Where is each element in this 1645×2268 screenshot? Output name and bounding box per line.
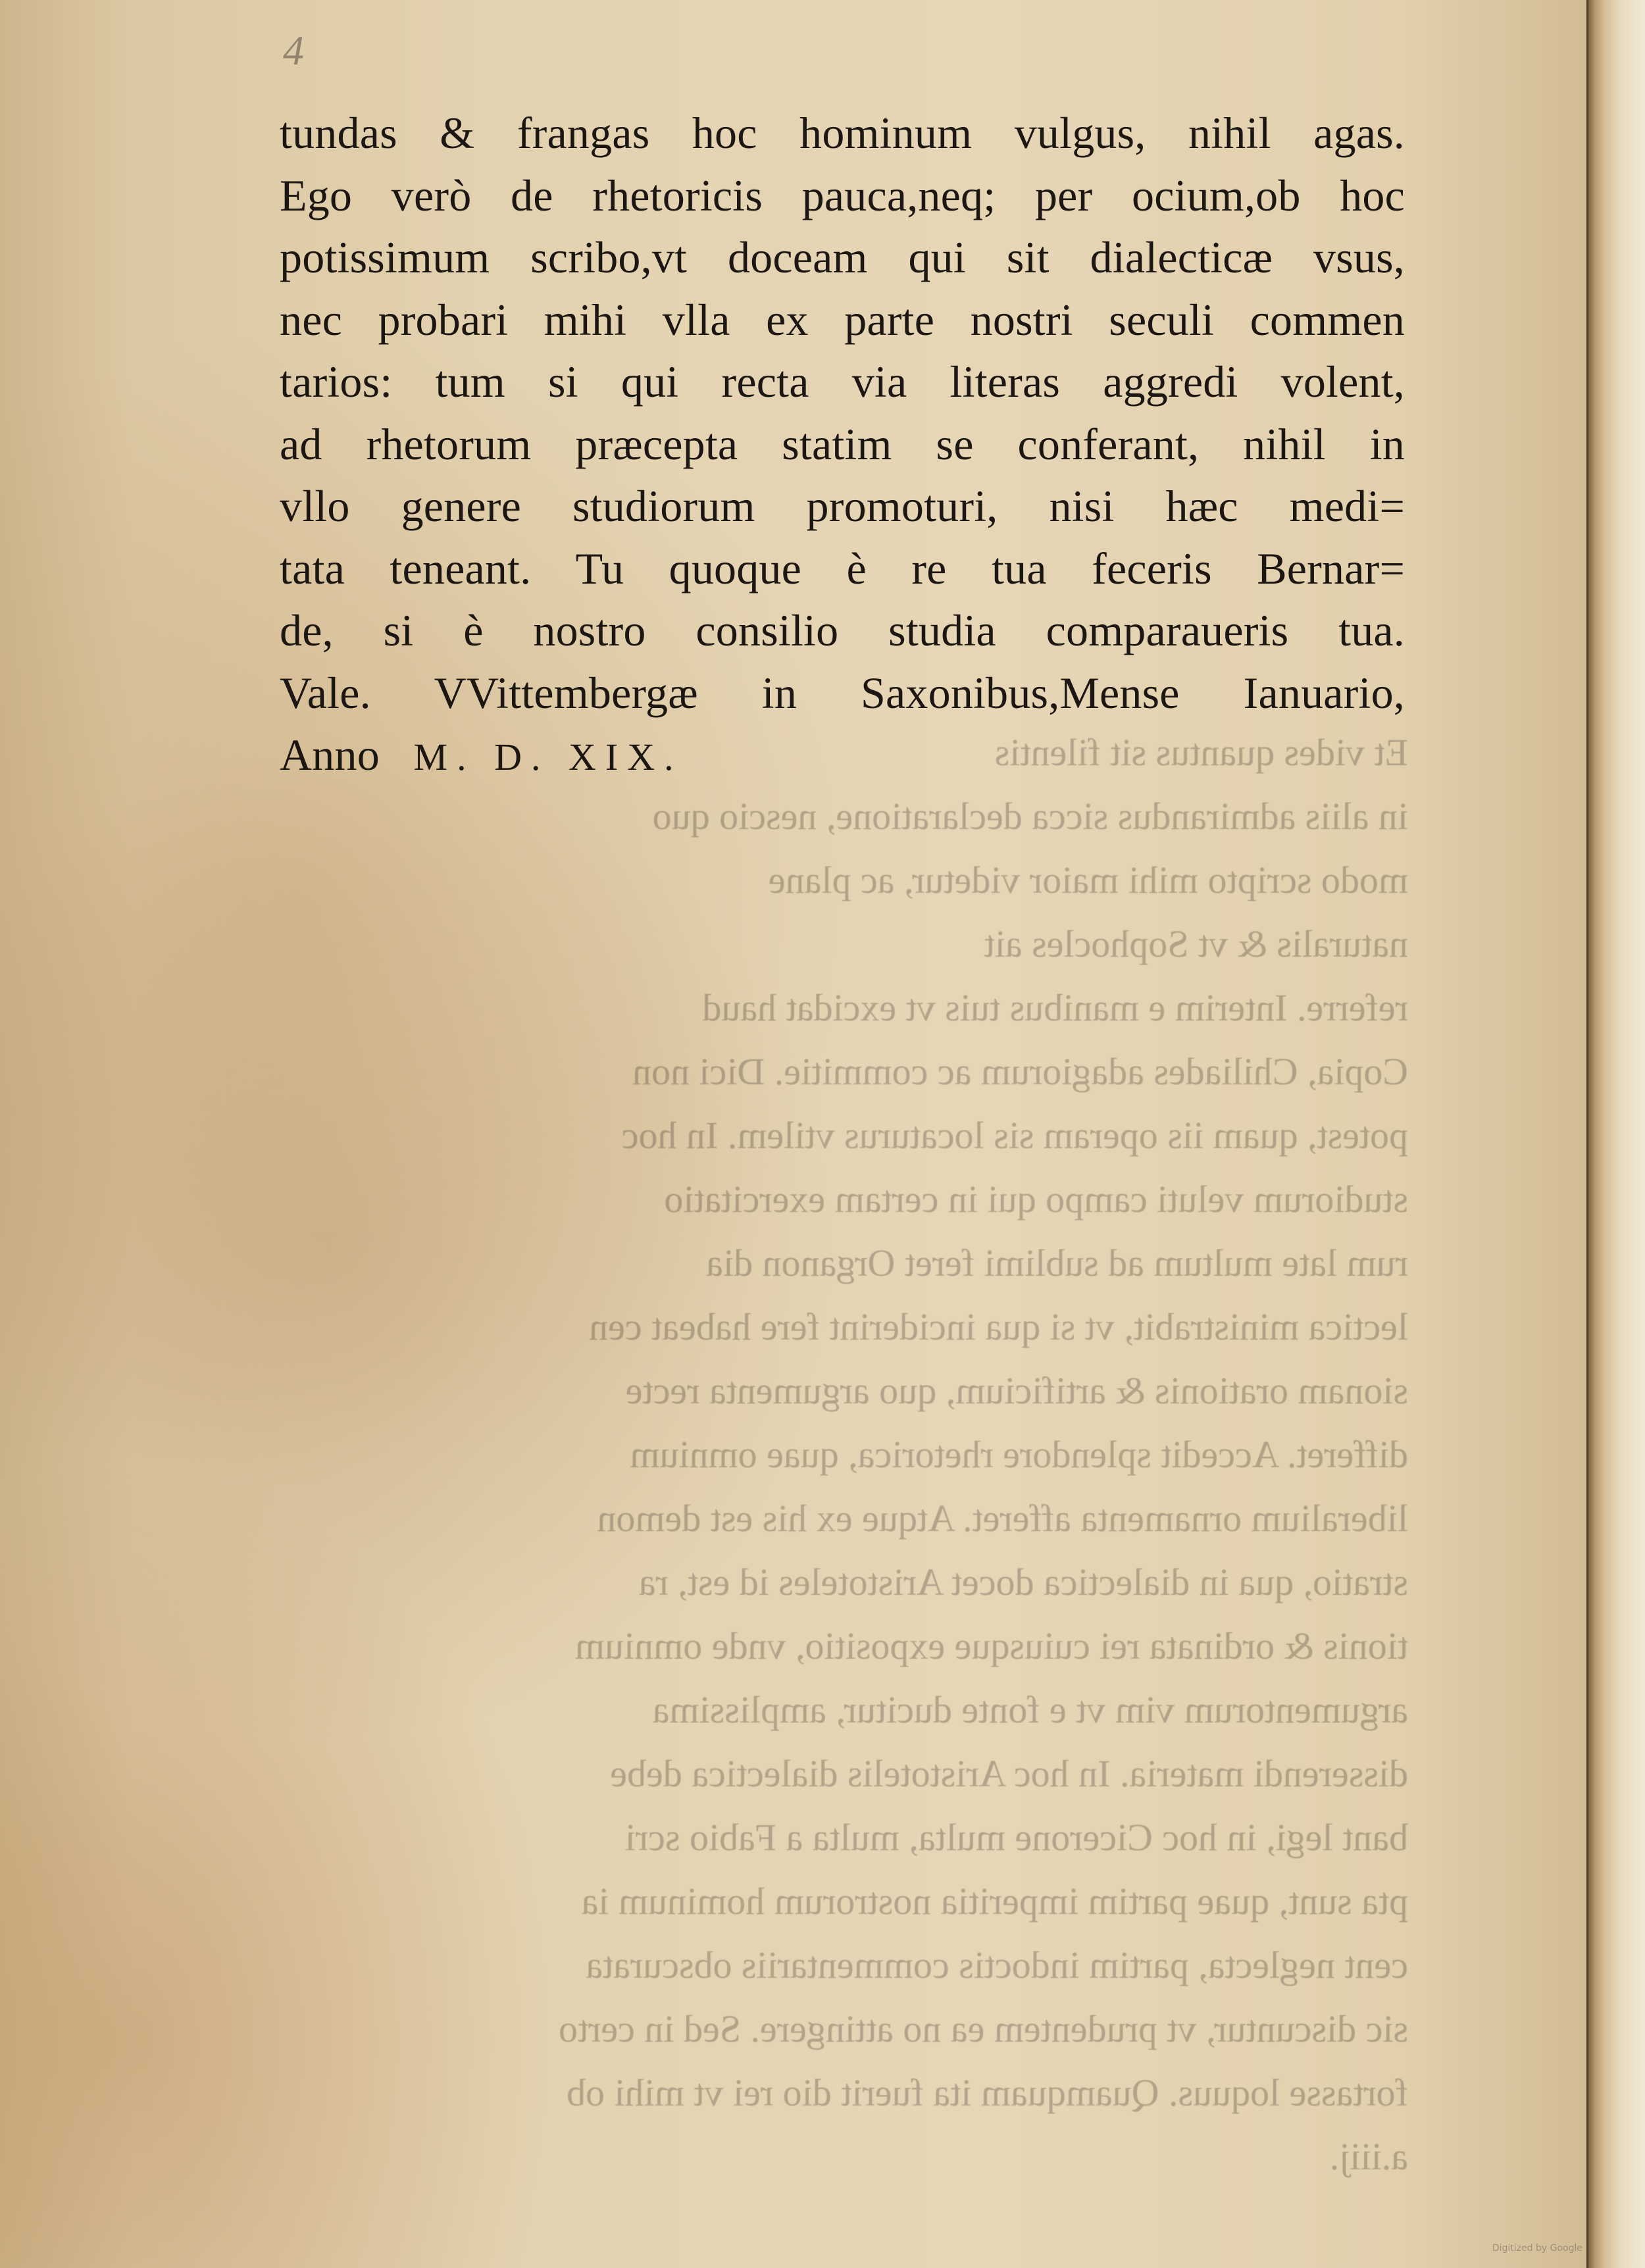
date-word: Anno: [280, 730, 380, 780]
date-line: [280, 724, 1405, 786]
date-year: M. D. XIX.: [413, 736, 683, 778]
text-line-3: potissimum scribo,vt doceam qui sit dialecticæ vsus,: [280, 232, 1405, 282]
text-line-6: ad rhetorum præcepta statim se conferant, nihil in: [280, 418, 1405, 469]
text-line-1: tundas & frangas hoc hominum vulgus, nihil agas.: [280, 108, 1405, 158]
main-text-block: [280, 102, 1405, 786]
text-line-2: Ego verò de rhetoricis pauca,neq; per ocium,ob hoc: [280, 170, 1405, 220]
binding-edge: [1586, 0, 1645, 2268]
text-line-9: de, si è nostro consilio studia comparaueris tua.: [280, 605, 1405, 655]
text-line-10: Vale. VVittembergæ in Saxonibus,Mense Ianuario,: [280, 667, 1405, 718]
text-line-8: tata teneant. Tu quoque è re tua feceris Bernar=: [280, 543, 1405, 593]
text-line-7: vllo genere studiorum promoturi, nisi hæc medi=: [280, 481, 1405, 531]
show-through-text: Et vides quantus sit filentis in aliis admirandus sicca declaratione, nescio quo modo scripto mihi maior videtur, ac plane naturalis & vt Sophocles ait referre. Interim e manibus tuis vt excidat haud Copia, Chiliades adagiorum ac commitie. Dici non potest, quam iis operam sis locaturus vtilem. In hoc studiorum veluti campo qui in certam exercitatio rum late multum ad sublimi feret Organon dia lectica ministrabit, vt si qua inciderint fere habeat cen sionam orationis & artificium, quo argumenta recte differet. Accedit splendore rhetorica, quae omnium liberalium ornamenta afferet. Atque ex his est demon stratio, qua in dialectica docet Aristoteles id est, ra tionis & ordinata rei cuiusque expositio, vnde omnium argumentorum vim vt e fonte ducitur, amplissima disserendi materia. In hoc Aristotelis dialectica debe bant legi, in hoc Cicerone multa, multa a Fabio scri pta sunt, quae partim imperitia nostrorum hominum ia cent neglecta, partim indoctis commentariis obscurata sic discuntur, vt prudentem ea no attingere. Sed in certo fortasse loquus. Quamquam ita fuerit dio rei vt mihi ob a.iiij.: [558, 731, 1408, 2178]
text-line-4: nec probari mihi vlla ex parte nostri seculi commen: [280, 294, 1405, 345]
folio-mark: 4: [283, 27, 304, 74]
watermark: Digitized by Google: [1492, 2243, 1582, 2254]
text-line-5: tarios: tum si qui recta via literas aggredi volent,: [280, 357, 1405, 407]
